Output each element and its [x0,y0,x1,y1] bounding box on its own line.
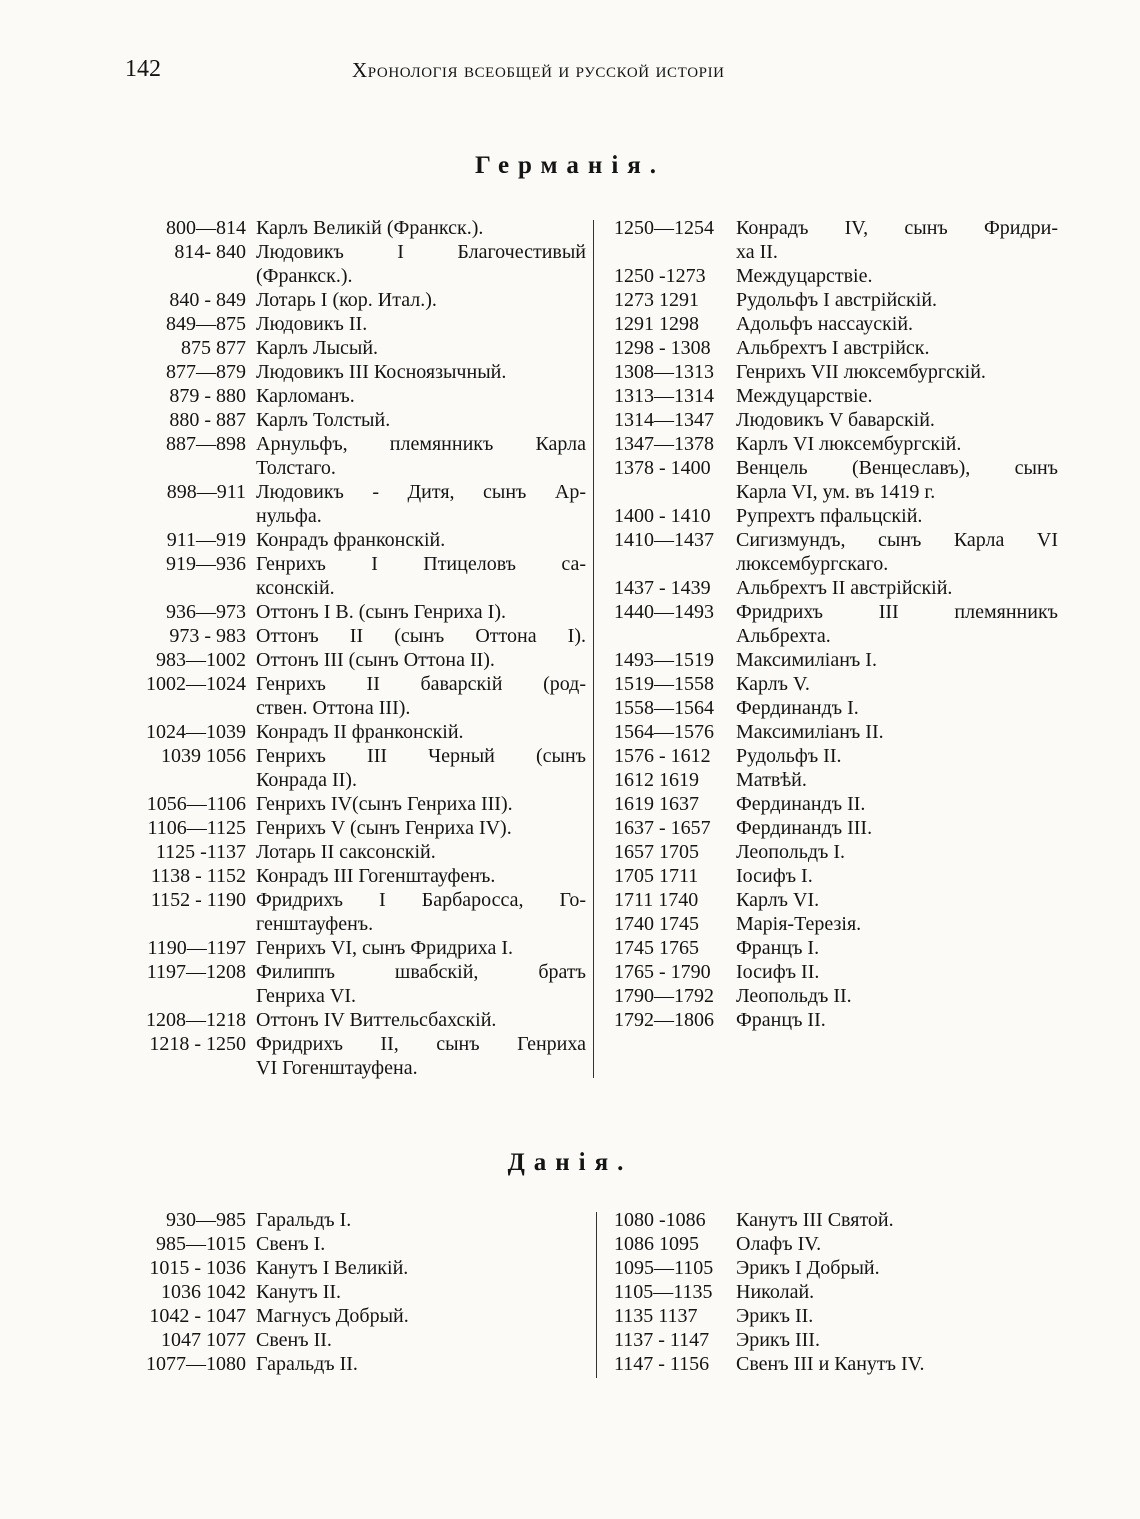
entry-ruler: Оттонъ IV Виттельсбахскій. [256,1009,497,1031]
entry-ruler: Альбрехта. [736,625,831,647]
entry-years: 1039 1056 [161,745,246,767]
entry-years: 1105—1135 [614,1281,713,1303]
entry-years: 1152 - 1190 [150,889,246,911]
germany-right-entry [614,312,1058,336]
entry-years [126,984,256,1008]
germany-left-entry [126,768,586,792]
entry-years: 887—898 [166,433,246,455]
germany-left-entry [126,288,586,312]
entry-years: 1612 1619 [614,769,699,791]
entry-years [614,240,736,264]
entry-years: 1036 1042 [161,1281,246,1303]
entry-years: 1347—1378 [614,433,714,455]
entry-ruler: Сигизмундъ, сынъ Карла VI [736,529,1058,551]
denmark-right-entry [614,1208,1058,1232]
entry-ruler: Фердинандъ I. [736,697,859,719]
entry-years: 1042 - 1047 [149,1305,246,1327]
entry-years: 1410—1437 [614,529,714,551]
entry-ruler: Конрада II). [256,769,357,791]
entry-ruler: Максимиліанъ II. [736,721,884,743]
denmark-right-entry [614,1232,1058,1256]
entry-ruler: Карломанъ. [256,385,355,407]
entry-ruler: Свенъ II. [256,1329,332,1351]
germany-right-entry [614,840,1058,864]
entry-ruler: Адольфъ нассаускій. [736,313,914,335]
entry-years: 1792—1806 [614,1009,714,1031]
entry-years: 1765 - 1790 [614,961,711,983]
entry-ruler: Людовикъ III Косноязычный. [256,361,507,383]
entry-years: 1137 - 1147 [614,1329,710,1351]
germany-left-entry [126,912,586,936]
germany-right-entry [614,216,1058,240]
germany-left-entry [126,1008,586,1032]
entry-ruler: Магнусъ Добрый. [256,1305,409,1327]
germany-right-entry [614,552,1058,576]
entry-years: 814- 840 [174,241,246,263]
germany-right-entry [614,648,1058,672]
entry-ruler: Свенъ I. [256,1233,326,1255]
germany-right-column [614,216,1058,1032]
germany-left-entry [126,552,586,576]
germany-right-entry [614,408,1058,432]
germany-right-entry [614,864,1058,888]
entry-years: 1015 - 1036 [149,1257,246,1279]
denmark-left-entry [126,1280,586,1304]
entry-ruler: VI Гогенштауфена. [256,1057,418,1079]
entry-years: 1564—1576 [614,721,714,743]
entry-years: 1619 1637 [614,793,699,815]
germany-right-entry [614,672,1058,696]
germany-left-entry [126,792,586,816]
germany-right-entry [614,576,1058,600]
germany-left-entry [126,696,586,720]
running-title: Хронологія всеобщей и русской исторіи [352,58,725,82]
entry-ruler: Карлъ Великій (Франкск.). [256,217,484,239]
germany-left-entry [126,864,586,888]
entry-years: 1558—1564 [614,697,714,719]
entry-ruler: Междуцарствіе. [736,385,873,407]
entry-ruler: Генрихъ VII люксембургскій. [736,361,986,383]
denmark-right-entry [614,1280,1058,1304]
entry-ruler: Леопольдъ II. [736,985,852,1007]
entry-years: 1308—1313 [614,361,714,383]
germany-right-entry [614,792,1058,816]
entry-ruler: Карлъ VI люксембургскій. [736,433,962,455]
entry-ruler: Людовикъ V баварскій. [736,409,935,431]
germany-left-entry [126,816,586,840]
entry-ruler: Эрикъ I Добрый. [736,1257,880,1279]
entry-ruler: Матвѣй. [736,769,807,791]
germany-right-entry [614,624,1058,648]
entry-years [126,264,256,288]
entry-years: 1291 1298 [614,313,699,335]
entry-years: 1400 - 1410 [614,505,711,527]
entry-ruler: Генрихъ II баварскій (род- [256,673,586,695]
denmark-left-entry [126,1232,586,1256]
germany-right-entry [614,528,1058,552]
entry-ruler: Эрикъ III. [736,1329,820,1351]
entry-ruler: Фридрихъ III племянникъ [736,601,1058,623]
entry-years: 1250—1254 [614,217,714,239]
denmark-left-entry [126,1352,586,1376]
entry-ruler: Гаральдъ II. [256,1353,358,1375]
entry-years: 1740 1745 [614,913,699,935]
entry-ruler: Гаральдъ I. [256,1209,352,1231]
entry-years: 1378 - 1400 [614,457,711,479]
entry-years: 880 - 887 [169,409,246,431]
entry-ruler: Фердинандъ II. [736,793,866,815]
entry-years: 1314—1347 [614,409,714,431]
entry-years [126,696,256,720]
germany-left-entry [126,432,586,456]
entry-ruler: люксембургскаго. [736,553,889,575]
entry-years [614,624,736,648]
entry-ruler: Оттонъ II (сынъ Оттона I). [256,625,586,647]
entry-years: 973 - 983 [169,625,246,647]
entry-ruler: Генрихъ III Черный (сынъ [256,745,586,767]
entry-years: 875 877 [181,337,246,359]
entry-years: 877—879 [166,361,246,383]
germany-left-entry [126,408,586,432]
entry-ruler: Канутъ III Святой. [736,1209,894,1231]
germany-left-entry [126,480,586,504]
germany-right-entry [614,336,1058,360]
entry-ruler: Оттонъ I В. (сынъ Генриха I). [256,601,506,623]
germany-right-entry [614,720,1058,744]
denmark-left-entry [126,1256,586,1280]
entry-years: 1047 1077 [161,1329,246,1351]
entry-years: 936—973 [166,601,246,623]
entry-years: 1657 1705 [614,841,699,863]
germany-left-entry [126,960,586,984]
germany-right-entry [614,816,1058,840]
germany-right-entry [614,504,1058,528]
denmark-right-entry [614,1256,1058,1280]
entry-ruler: Карла VI, ум. въ 1419 г. [736,481,936,503]
germany-right-entry [614,696,1058,720]
germany-right-entry [614,384,1058,408]
entry-ruler: Конрадъ II франконскій. [256,721,464,743]
germany-right-entry [614,936,1058,960]
entry-ruler: Карлъ V. [736,673,810,695]
entry-ruler: Максимиліанъ I. [736,649,877,671]
entry-years: 1077—1080 [146,1353,246,1375]
germany-right-entry [614,960,1058,984]
entry-years: 1190—1197 [147,937,246,959]
entry-ruler: Генрихъ VI, сынъ Фридриха I. [256,937,514,959]
entry-years: 1002—1024 [146,673,246,695]
entry-ruler: Арнульфъ, племянникъ Карла [256,433,586,455]
germany-left-entry [126,744,586,768]
entry-ruler: Альбрехтъ I австрійск. [736,337,930,359]
entry-years [126,576,256,600]
entry-ruler: Фридрихъ II, сынъ Генриха [256,1033,586,1055]
entry-years: 1197—1208 [146,961,246,983]
entry-ruler: Людовикъ I Благочестивый [256,241,586,263]
entry-years: 1147 - 1156 [614,1353,710,1375]
entry-ruler: Канутъ II. [256,1281,342,1303]
germany-right-entry [614,480,1058,504]
entry-ruler: Карлъ VI. [736,889,820,911]
entry-ruler: Николай. [736,1281,815,1303]
germany-right-entry [614,744,1058,768]
section-title-denmark: Данія. [507,1149,633,1176]
entry-ruler: Людовикъ II. [256,313,368,335]
entry-years: 1106—1125 [147,817,246,839]
germany-left-entry [126,264,586,288]
entry-years: 1298 - 1308 [614,337,711,359]
germany-left-column [126,216,586,1080]
entry-ruler: Олафъ IV. [736,1233,822,1255]
entry-ruler: Марія-Терезія. [736,913,862,935]
germany-left-entry [126,312,586,336]
germany-right-entry [614,888,1058,912]
entry-years [126,768,256,792]
entry-years: 1576 - 1612 [614,745,711,767]
entry-ruler: Рупрехтъ пфальцскій. [736,505,923,527]
entry-years: 1790—1792 [614,985,714,1007]
germany-left-entry [126,672,586,696]
entry-years: 1637 - 1657 [614,817,711,839]
entry-years [614,552,736,576]
entry-years: 1080 -1086 [614,1209,706,1231]
entry-years: 1440—1493 [614,601,714,623]
germany-right-entry [614,984,1058,1008]
germany-right-entry [614,264,1058,288]
entry-ruler: Свенъ III и Канутъ IV. [736,1353,925,1375]
denmark-left-entry [126,1304,586,1328]
entry-ruler: Рудольфъ I австрійскій. [736,289,938,311]
page-header [0,56,1140,90]
entry-ruler: Генрихъ V (сынъ Генриха IV). [256,817,512,839]
germany-left-entry [126,984,586,1008]
germany-right-entry [614,288,1058,312]
entry-ruler: Фердинандъ III. [736,817,873,839]
germany-right-entry [614,768,1058,792]
entry-ruler: Венцель (Венцеславъ), сынъ [736,457,1058,479]
entry-years: 983—1002 [156,649,246,671]
germany-left-entry [126,600,586,624]
entry-ruler: Рудольфъ II. [736,745,842,767]
entry-ruler: (Франкск.). [256,265,353,287]
entry-years [126,456,256,480]
entry-years: 800—814 [166,217,246,239]
entry-years: 1313—1314 [614,385,714,407]
germany-right-entry [614,1008,1058,1032]
entry-ruler: Конрадъ IV, сынъ Фридри- [736,217,1058,239]
germany-left-entry [126,720,586,744]
entry-ruler: Карлъ Лысый. [256,337,379,359]
germany-right-entry [614,600,1058,624]
germany-left-entry [126,384,586,408]
entry-years: 930—985 [166,1209,246,1231]
page-number: 142 [125,56,161,82]
entry-years: 849—875 [166,313,246,335]
entry-ruler: Канутъ I Великій. [256,1257,409,1279]
entry-years: 1250 -1273 [614,265,706,287]
entry-ruler: Толстаго. [256,457,336,479]
germany-right-entry [614,456,1058,480]
germany-left-entry [126,504,586,528]
entry-years: 1273 1291 [614,289,699,311]
entry-ruler: Карлъ Толстый. [256,409,391,431]
entry-years: 985—1015 [156,1233,246,1255]
germany-left-entry [126,360,586,384]
entry-ruler: Лотарь II саксонскій. [256,841,436,863]
germany-left-entry [126,888,586,912]
entry-ruler: Лотарь I (кор. Итал.). [256,289,437,311]
entry-ruler: Іосифъ I. [736,865,813,887]
entry-ruler: Альбрехтъ II австрійскій. [736,577,953,599]
germany-left-entry [126,528,586,552]
denmark-right-entry [614,1352,1058,1376]
entry-ruler: Оттонъ III (сынъ Оттона II). [256,649,495,671]
germany-left-entry [126,240,586,264]
entry-years: 1493—1519 [614,649,714,671]
entry-ruler: ха II. [736,241,778,263]
entry-years [126,1056,256,1080]
germany-left-entry [126,336,586,360]
germany-left-entry [126,456,586,480]
column-divider [593,220,594,1078]
germany-right-entry [614,432,1058,456]
entry-years: 1024—1039 [146,721,246,743]
entry-years [126,504,256,528]
germany-left-entry [126,624,586,648]
column-divider [596,1212,597,1378]
entry-years: 919—936 [166,553,246,575]
entry-years: 1208—1218 [146,1009,246,1031]
entry-years: 1135 1137 [614,1305,698,1327]
entry-ruler: Іосифъ II. [736,961,820,983]
entry-ruler: ствен. Оттона III). [256,697,411,719]
entry-years: 1711 1740 [614,889,699,911]
entry-years: 1125 -1137 [155,841,246,863]
entry-years: 1437 - 1439 [614,577,711,599]
entry-years [126,912,256,936]
denmark-right-column [614,1208,1058,1376]
entry-ruler: Леопольдъ I. [736,841,846,863]
entry-years: 1095—1105 [614,1257,714,1279]
germany-left-entry [126,576,586,600]
germany-left-entry [126,840,586,864]
denmark-right-entry [614,1328,1058,1352]
entry-ruler: Францъ II. [736,1009,826,1031]
entry-years: 1745 1765 [614,937,699,959]
entry-ruler: Францъ I. [736,937,820,959]
entry-ruler: Генрихъ I Птицеловъ са- [256,553,586,575]
entry-years: 1519—1558 [614,673,714,695]
entry-ruler: Конрадъ франконскій. [256,529,446,551]
denmark-left-entry [126,1328,586,1352]
entry-ruler: Филиппъ швабскій, братъ [256,961,586,983]
denmark-left-entry [126,1208,586,1232]
section-title-germany: Германія. [474,152,666,179]
entry-ruler: нульфа. [256,505,322,527]
denmark-right-entry [614,1304,1058,1328]
germany-left-entry [126,1056,586,1080]
entry-years: 1705 1711 [614,865,699,887]
germany-right-entry [614,912,1058,936]
entry-years: 879 - 880 [169,385,246,407]
entry-years [614,480,736,504]
germany-right-entry [614,240,1058,264]
entry-ruler: ксонскій. [256,577,335,599]
entry-ruler: Генриха VI. [256,985,357,1007]
entry-years: 840 - 849 [169,289,246,311]
entry-years: 1138 - 1152 [150,865,246,887]
entry-years: 898—911 [166,481,246,503]
germany-right-entry [614,360,1058,384]
denmark-left-column [126,1208,586,1376]
entry-ruler: Фридрихъ I Барбаросса, Го- [256,889,586,911]
entry-years: 1056—1106 [146,793,246,815]
entry-years: 1218 - 1250 [149,1033,246,1055]
germany-left-entry [126,936,586,960]
entry-ruler: генштауфенъ. [256,913,374,935]
entry-ruler: Конрадъ III Гогенштауфенъ. [256,865,496,887]
germany-left-entry [126,648,586,672]
entry-ruler: Эрикъ II. [736,1305,814,1327]
entry-years: 911—919 [166,529,246,551]
entry-years: 1086 1095 [614,1233,699,1255]
germany-left-entry [126,1032,586,1056]
entry-ruler: Междуцарствіе. [736,265,873,287]
entry-ruler: Генрихъ IV(сынъ Генриха III). [256,793,513,815]
entry-ruler: Людовикъ - Дитя, сынъ Ар- [256,481,586,503]
germany-left-entry [126,216,586,240]
